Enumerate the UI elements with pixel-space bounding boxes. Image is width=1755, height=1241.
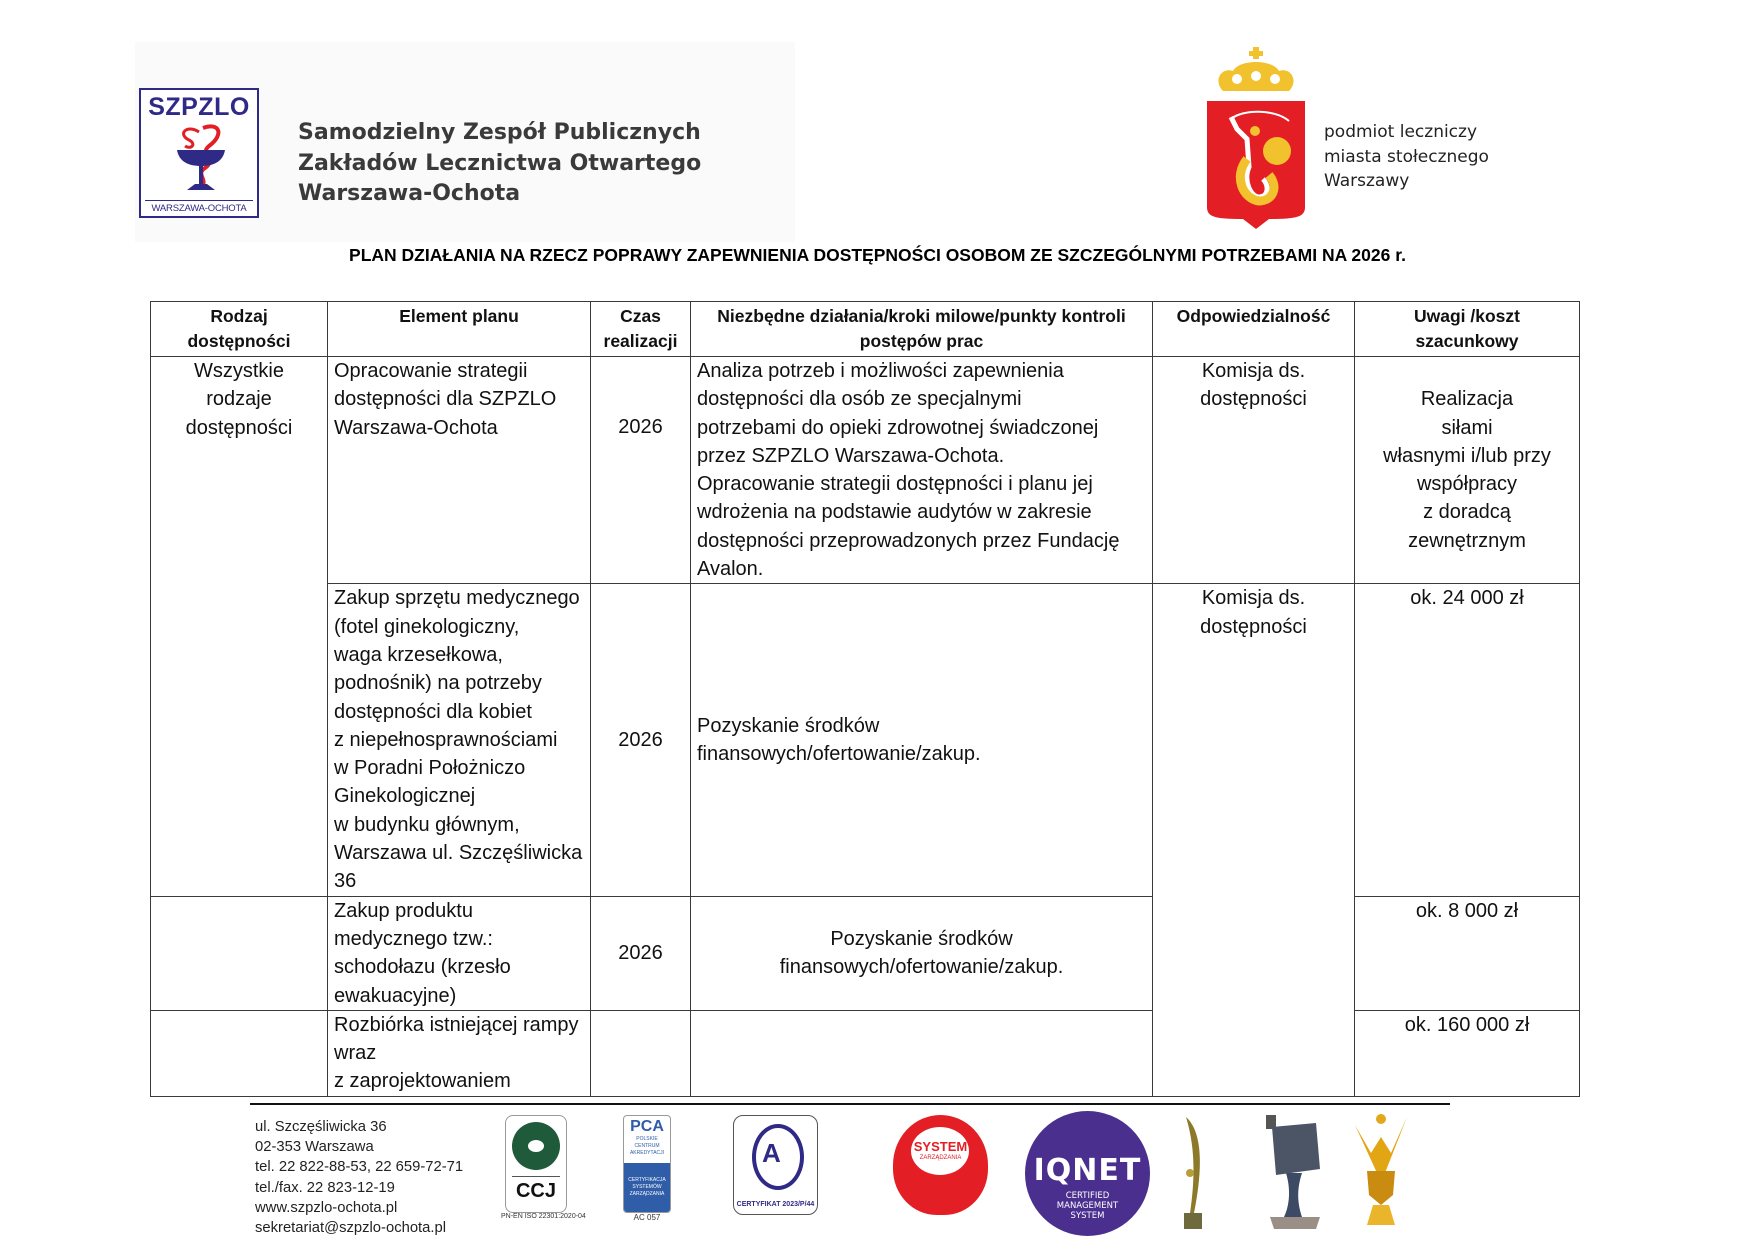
cell-actions: Pozyskanie środków finansowych/ofertowanie/zakup. [691,584,1153,896]
organization-name [298,118,701,210]
header-responsibility: Odpowiedzialność [1153,302,1355,357]
szpzlo-logo [139,88,259,218]
cell-responsibility: Komisja ds. dostępności [1153,357,1355,584]
footer-website-link[interactable]: www.szpzlo-ochota.pl [255,1199,398,1216]
accessibility-plan-table [150,301,1580,1097]
cell-notes-cost: ok. 160 000 zł [1355,1010,1580,1096]
award-statuette-gold-icon [1178,1113,1208,1231]
footer-fax: tel./fax. 22 823-12-19 [255,1179,395,1196]
ccj-certificate-icon: CCJ PN-EN ISO 22301:2020-04 [505,1115,567,1220]
award-trophy-gold-icon [1351,1113,1411,1231]
cell-actions: Pozyskanie środków finansowych/ofertowanie/zakup. [691,896,1153,1010]
footer-city: 02-353 Warszawa [255,1139,374,1156]
header-actions: Niezbędne działania/kroki milowe/punkty kontroli postępów prac [691,302,1153,357]
cell-timeframe: 2026 [591,896,691,1010]
footer-contact-info [255,1117,463,1238]
cell-notes-cost: Realizacja siłami własnymi i/lub przy współpracy z doradcą zewnętrznym [1355,357,1580,584]
pcbc-system-icon: SYSTEM ZARZĄDZANIA [893,1115,988,1215]
org-name-line: Samodzielny Zespół Publicznych [298,120,701,145]
city-text-line: Warszawy [1324,171,1410,191]
cell-timeframe [591,1010,691,1096]
table-header-row [151,302,1580,357]
header-notes-cost: Uwagi /koszt szacunkowy [1355,302,1580,357]
iqnet-icon: IQNET CERTIFIED MANAGEMENT SYSTEM [1025,1115,1150,1240]
szpzlo-logo-subtitle: WARSZAWA-OCHOTA [145,200,253,214]
org-name-line: Warszawa-Ochota [298,181,521,206]
cell-plan-element: Rozbiórka istniejącej rampy wraz z zaprojektowaniem [328,1010,591,1096]
cell-notes-cost: ok. 24 000 zł [1355,584,1580,896]
cell-type-of-accessibility [151,1010,328,1096]
cell-actions: Analiza potrzeb i możliwości zapewnienia dostępności dla osób ze specjalnymi potrzebami do opieki zdrowotnej świadczonej przez SZPZLO Warszawa-Ochota. Opracowanie strategii dostępności i planu jej wdrożenia na podstawie audytów w zakresie dostępności przeprowadzonych przez Fundację Avalon. [691,357,1153,584]
aq-certificate-icon: A CERTYFIKAT 2023/P/44 [733,1115,818,1215]
table-row [151,896,1580,1010]
table-row [151,1010,1580,1096]
footer-divider [250,1103,1450,1105]
header-type-of-accessibility: Rodzaj dostępności [151,302,328,357]
footer-phone: tel. 22 822-88-53, 22 659-72-71 [255,1159,464,1176]
cell-responsibility: Komisja ds. dostępności [1153,584,1355,1096]
header-plan-element: Element planu [328,302,591,357]
city-text-line: miasta stołecznego [1324,146,1489,167]
cell-plan-element: Opracowanie strategii dostępności dla SZPZLO Warszawa-Ochota [328,357,591,584]
table-row [151,584,1580,896]
szpzlo-logo-title: SZPZLO [148,93,250,121]
bowl-of-hygieia-icon [169,124,233,192]
header-timeframe: Czas realizacji [591,302,691,357]
cell-notes-cost: ok. 8 000 zł [1355,896,1580,1010]
cell-timeframe: 2026 [591,584,691,896]
cell-timeframe: 2026 [591,357,691,584]
pca-accreditation-icon: PCA POLSKIE CENTRUM AKREDYTACJI CERTYFIKACJA SYSTEMÓW ZARZĄDZANIA AC 057 [623,1115,671,1222]
cell-plan-element: Zakup produktu medycznego tzw.: schodołazu (krzesło ewakuacyjne) [328,896,591,1010]
footer-email-link[interactable]: sekretariat@szpzlo-ochota.pl [255,1220,447,1237]
cell-type-of-accessibility: Wszystkie rodzaje dostępności [151,357,328,897]
footer-street: ul. Szczęśliwicka 36 [255,1119,387,1135]
cell-actions [691,1010,1153,1096]
cell-type-of-accessibility [151,896,328,1010]
city-text-line: podmiot leczniczy [1324,122,1478,142]
warsaw-mermaid-crest-icon [1203,47,1309,229]
city-affiliation-text [1324,120,1489,194]
document-title: PLAN DZIAŁANIA NA RZECZ POPRAWY ZAPEWNIENIA DOSTĘPNOŚCI OSOBOM ZE SZCZEGÓLNYMI POTRZEBAMI NA 2026 r. [349,245,1406,265]
award-statuette-map-icon [1262,1113,1324,1231]
org-name-line: Zakładów Lecznictwa Otwartego [298,150,702,176]
cell-plan-element: Zakup sprzętu medycznego (fotel ginekologiczny, waga krzesełkowa, podnośnik) na potrzeby dostępności dla kobiet z niepełnosprawnościami w Poradni Położniczo Ginekologicznej w budynku głównym, Warszawa ul. Szczęśliwicka 36 [328,584,591,896]
table-row [151,357,1580,584]
